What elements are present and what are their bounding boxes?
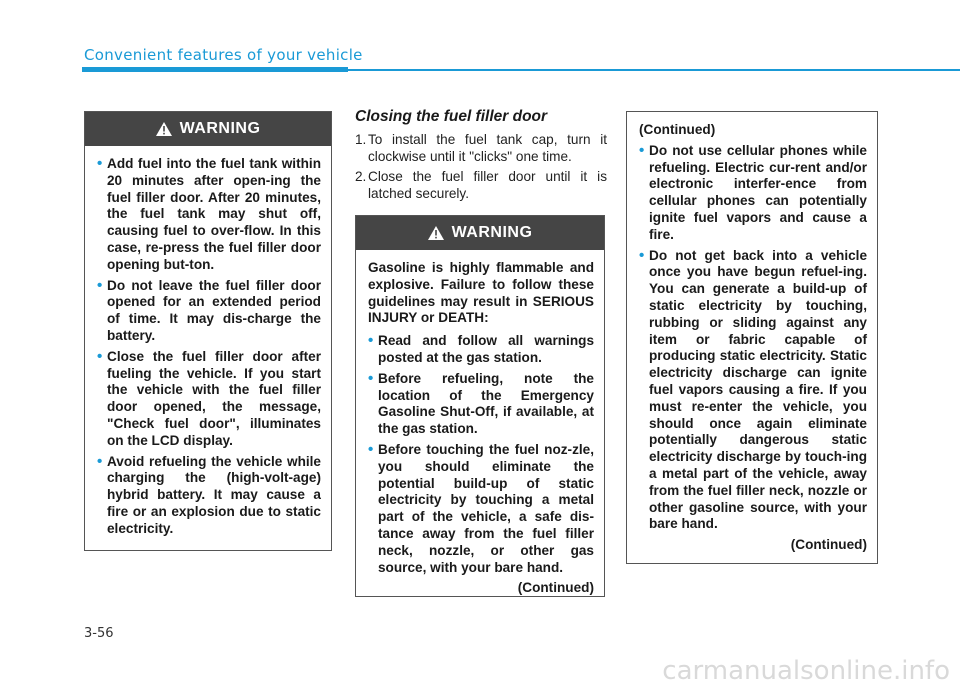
step-item (355, 169, 607, 202)
watermark: carmanualsonline.info (662, 656, 950, 686)
warning-item: • Before refueling, note the location of the Emergency Gasoline Shut-Off, if available, at the gas station. (368, 371, 594, 438)
warning-header (356, 216, 604, 250)
warning-item: • Read and follow all warnings posted at the gas station. (368, 333, 594, 367)
warning-item: • Do not use cellular phones while refueling. Electric cur-rent and/or electronic interfer-ence from cellular phones can potentially ignite fuel vapors and cause a fire. (639, 143, 867, 244)
step-number: 2. (355, 169, 367, 184)
step-text: To install the fuel tank cap, turn it clockwise until it "clicks" one time. (368, 132, 607, 164)
warning-item: • Add fuel into the fuel tank within 20 minutes after open-ing the fuel filler door. After 20 minutes, the fuel tank may shut off, causing fuel to over-flow. In this case, re-press the fuel filler door opening but-ton. (97, 156, 321, 274)
steps-list (355, 132, 607, 202)
continued-label: (Continued) (639, 122, 716, 137)
warning-title: WARNING (451, 224, 533, 241)
warning-triangle-icon (428, 226, 444, 240)
warning-triangle-icon (156, 122, 172, 136)
middle-warning-box (355, 215, 605, 597)
warning-list (97, 156, 321, 538)
right-continued-box (626, 111, 878, 564)
step-number: 1. (355, 132, 367, 147)
warning-item: • Do not get back into a vehicle once you have begun refuel-ing. You can generate a build-up of static electricity by touching, rubbing or sliding against any item or fabric capable of producing static electricity. Static electricity discharge can ignite fuel vapors causing a fire. If you must re-enter the vehicle, you should once again eliminate potentially dangerous static electricity discharge by touch-ing a metal part of the vehicle, away from the fuel filler neck, nozzle or other gasoline source, with your bare hand. (639, 248, 867, 534)
left-warning-box (84, 111, 332, 551)
middle-column (355, 108, 607, 206)
warning-list (639, 143, 867, 533)
warning-list (368, 333, 594, 576)
warning-item: • Do not leave the fuel filler door opened for an extended period of time. It may dis-charge the battery. (97, 278, 321, 345)
header-rule-thin (348, 69, 960, 71)
section-title: Convenient features of your vehicle (84, 46, 363, 64)
header-rule-thick (82, 67, 348, 72)
warning-title: WARNING (179, 120, 261, 137)
step-text: Close the fuel filler door until it is latched securely. (368, 169, 607, 201)
warning-body (356, 250, 604, 607)
continued-label: (Continued) (517, 580, 594, 596)
warning-item: • Avoid refueling the vehicle while charging the (high-volt-age) hybrid battery. It may cause a fire or an explosion due to static electricity. (97, 454, 321, 538)
continued-label: (Continued) (790, 537, 867, 553)
warning-item: • Close the fuel filler door after fueling the vehicle. If you start the vehicle with the fuel filler door opened, the message, "Check fuel door", illuminates on the LCD display. (97, 349, 321, 450)
subsection-heading: Closing the fuel filler door (355, 108, 548, 125)
step-item (355, 132, 607, 165)
page-number: 3-56 (84, 626, 114, 641)
warning-intro: Gasoline is highly flammable and explosive. Failure to follow these guidelines may result in SERIOUS INJURY or DEATH: (368, 260, 594, 326)
warning-body (85, 146, 331, 552)
continued-body (627, 112, 877, 564)
warning-header (85, 112, 331, 146)
warning-item: • Before touching the fuel noz-zle, you should eliminate the potential build-up of static electricity by touching a metal part of the vehicle, a safe dis-tance away from the fuel filler neck, nozzle, or other gas source, with your bare hand. (368, 442, 594, 576)
